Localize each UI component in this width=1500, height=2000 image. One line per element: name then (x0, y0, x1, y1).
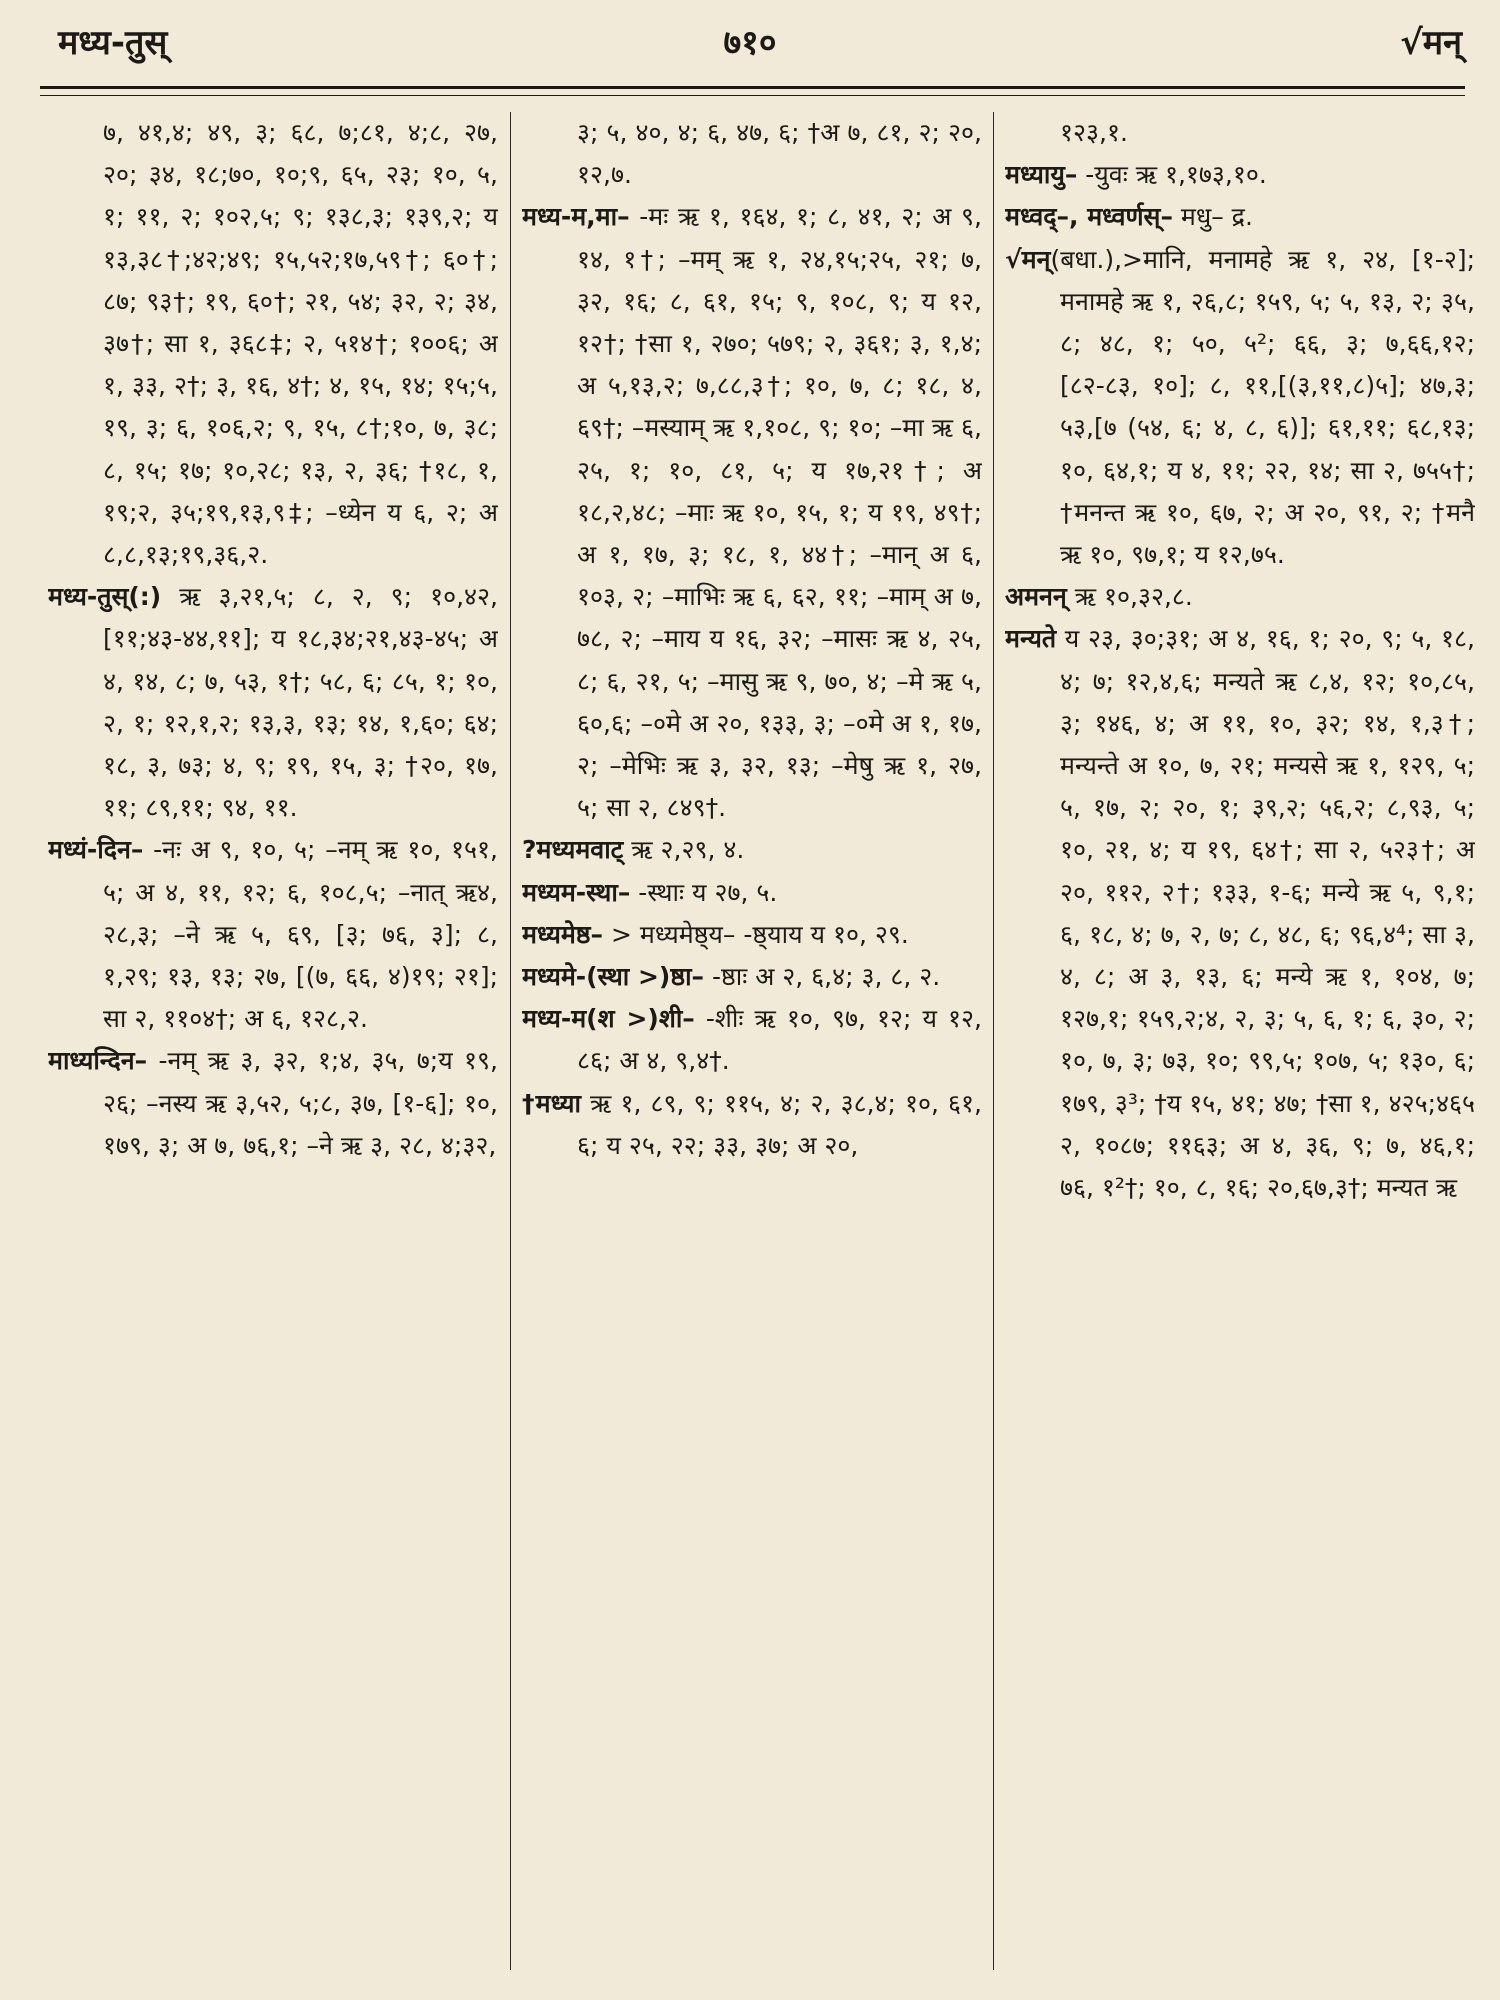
column-3 (1005, 112, 1475, 1982)
entry-citations: ऋ २,२९, ४. (623, 835, 745, 865)
entry-headword: मध्यमे-(स्था >)ष्ठा– (522, 962, 705, 992)
entry-headword: मध्यायु– (1005, 160, 1078, 190)
entry-citations: (बधा.),>मानि, मनामहे ऋ १, २४, [१-२]; मनामहे ऋ १, २६,८; १५९, ५; ५, १३, २; ३५, ८; ४८, १; ५०, ५²; ६६, ३; ७,६६,१२;[८२-८३, १०]; ८, ११,[(३,११,८)५]; ४७,३; ५३,[७ (५४, ६; ४, ८, ६)]; ६१,११; ६८,१३; १०, ६४,१; य ४, ११; २२, १४; सा २, ७५५†; †मनन्त ऋ १०, ६७, २; अ २०, ९१, २; †मनै ऋ १०, ९७,१; य १२,७५. (1050, 244, 1475, 570)
dictionary-entry (522, 956, 982, 998)
column-divider (993, 112, 994, 1970)
entry-citations: -शीः ऋ १०, ९७, १२; य १२, ८६; अ ४, ९,४†. (577, 1004, 982, 1076)
dictionary-entry (48, 1040, 498, 1167)
entry-headword: †मध्या (522, 1088, 581, 1118)
dictionary-entry (522, 1083, 982, 1167)
entry-citations: १२३,१. (1060, 118, 1128, 147)
entry-citations: > मध्यमेष्ठ्य– -ष्ठ्याय य १०, २९. (603, 919, 909, 949)
entry-citations: मधु– द्र. (1172, 202, 1253, 232)
entry-citations: -नः अ ९, १०, ५; –नम् ऋ १०, १५१, ५; अ ४, ११, १२; ६, १०८,५; –नात् ऋ४, २८,३; –ने ऋ ५, ६९, [३; ७६, ३]; ८, १,२९; १३, १३; २७, [(७, ६६, ४)१९; २१]; सा २, ११०४†; अ ६, १२८,२. (103, 835, 498, 1034)
dictionary-entry (1005, 112, 1475, 154)
entry-headword: मध्यं-दिन– (48, 835, 144, 865)
dictionary-entry (522, 872, 982, 914)
entry-citations: ऋ ३,२१,५; ८, २, ९; १०,४२,[११;४३-४४,११]; य १८,३४;२१,४३-४५; अ ४, १४, ८; ७, ५३, १†; ५८, ६; ८५, १; १०, २, १; १२,१,२; १३,३, १३; १४, १,६०; ६४; १८, ३, ७३; ४, ९; १९, १५, ३; †२०, १७, ११; ८९,११; ९४, ११. (103, 582, 498, 823)
entry-citations: -स्थाः य २७, ५. (630, 877, 778, 907)
entry-headword: मध्यमेष्ठ– (522, 919, 604, 949)
entry-citations: -ष्ठाः अ २, ६,४; ३, ८, २. (704, 962, 941, 992)
header-right-catchword: √मन् (1400, 23, 1462, 63)
dictionary-entry (48, 576, 498, 829)
entry-citations: -नम् ऋ ३, ३२, १;४, ३५, ७;य १९, २६; –नस्य ऋ ३,५२, ५;८, ३७, [१-६]; १०, १७९, ३; अ ७, ७६,१; –ने ऋ ३, २८, ४;३२, (103, 1046, 498, 1160)
entry-headword: मन्यते (1005, 624, 1057, 654)
page-number: ७१० (723, 23, 777, 63)
column-2 (522, 112, 982, 1982)
entry-citations: ऋ १०,३२,८. (1066, 582, 1193, 612)
dictionary-entry (522, 829, 982, 871)
column-divider (510, 112, 511, 1970)
entry-citations: ७, ४१,४; ४९, ३; ६८, ७;८१, ४;८, २७, २०; ३४, १८;७०, १०;९, ६५, २३; १०, ५, १; ११, २; १०२,५; ९; १३८,३; १३९,२; य १३,३८†;४२;४९; १५,५२;१७,५९†; ६०†; ८७; ९३†; १९, ६०†; २१, ५४; ३२, २; ३४, ३७†; सा १, ३६८‡; २, ५१४†; १००६; अ १, ३३, २†; ३, १६, ४†; ४, १५, १४; १५;५, १९, ३; ६, १०६,२; ९, १५, ८†;१०, ७, ३८; ८, १५; १७; १०,२८; १३, २, ३६; †१८, १, १९;२, ३५;१९,१३,९‡; –ध्येन य ६, २; अ ८,८,१३;१९,३६,२. (103, 118, 498, 570)
header-rule-thick (40, 86, 1465, 89)
entry-citations: -युवः ऋ १,१७३,१०. (1077, 160, 1267, 190)
entry-headword: मध्य-तुस्(:) (48, 582, 162, 612)
entry-headword: माध्यन्दिन– (48, 1046, 148, 1076)
dictionary-entry (1005, 239, 1475, 577)
dictionary-entry (1005, 154, 1475, 196)
dictionary-entry (522, 112, 982, 196)
dictionary-entry (48, 112, 498, 576)
entry-citations: -मः ऋ १, १६४, १; ८, ४१, २; अ ९, १४, १†; –मम् ऋ १, २४,१५;२५, २१; ७, ३२, १६; ८, ६१, १५; ९, १०८, ९; य १२, १२†; †सा १, २७०; ५७९; २, ३६१; ३, १,४; अ ५,१३,२; ७,८८,३†; १०, ७, ८; १८, ४, ६९†; –मस्याम् ऋ १,१०८, ९; १०; –मा ऋ ६, २५, १; १०, ८१, ५; य १७,२१†; अ १८,२,४८; –माः ऋ १०, १५, १; य १९, ४९†; अ १, १७, ३; १८, १, ४४†; –मान् अ ६, १०३, २; –माभिः ऋ ६, ६२, ११; –माम् अ ७, ७८, २; –माय य १६, ३२; –मासः ऋ ४, २५, ८; ६, २१, ५; –मासु ऋ ९, ७०, ४; –मे ऋ ५, ६०,६; –०मे अ २०, १३३, ३; –०मे अ १, १७, २; –मेभिः ऋ ३, ३२, १३; –मेषु ऋ १, २७, ५; सा २, ८४९†. (577, 202, 982, 823)
entry-headword: √मन् (1005, 244, 1051, 274)
entry-headword: मध्यम-स्था– (522, 877, 631, 907)
dictionary-entry (1005, 576, 1475, 618)
dictionary-entry (1005, 618, 1475, 1209)
dictionary-entry (522, 196, 982, 829)
entry-citations: य २३, ३०;३१; अ ४, १६, १; २०, ९; ५, १८, ४; ७; १२,४,६; मन्यते ऋ ८,४, १२; १०,८५, ३; १४६, ४; अ ११, १०, ३२; १४, १,३†; मन्यन्ते अ १०, ७, २१; मन्यसे ऋ १, १२९, ५; ५, १७, २; २०, १; ३९,२; ५६,२; ८,९३, ५; १०, २१, ४; य १९, ६४†; सा २, ५२३†; अ २०, ११२, २†; १३३, १-६; मन्ये ऋ ५, ९,१; ६, १८, ४; ७, २, ७; ८, ४८, ६; ९६,४⁴; सा ३, ४, ८; अ ३, १३, ६; मन्ये ऋ १, १०४, ७; १२७,१; १५९,२;४, २, ३; ५, ६, १; ६, ३०, २; १०, ७, ३; ७३, १०; ९९,५; १०७, ५; १३०, ६; १७९, ३³; †य १५, ४१; ४७; †सा १, ४२५;४६५ २, १०८७; ११६३; अ ४, ३६, ९; ७, ४६,१; ७६, १²†; १०, ८, १६; २०,६७,३†; मन्यत ऋ (1056, 624, 1475, 1203)
entry-headword: मध्य-म(श >)शी– (522, 1004, 695, 1034)
entry-headword: मध्य-म,मा– (522, 202, 630, 232)
dictionary-entry (522, 998, 982, 1082)
dictionary-entry (1005, 196, 1475, 238)
entry-citations: ३; ५, ४०, ४; ६, ४७, ६; †अ ७, ८१, २; २०, १२,७. (577, 118, 982, 190)
header-rule-thin (40, 95, 1465, 96)
header-left-catchword: मध्य-तुस् (58, 23, 168, 63)
column-1 (48, 112, 498, 1982)
entry-headword: ?मध्यमवाट् (522, 835, 624, 865)
entry-citations: ऋ १, ८९, ९; ११५, ४; २, ३८,४; १०, ६१, ६; य २५, २२; ३३, ३७; अ २०, (577, 1088, 982, 1160)
entry-headword: मध्वद्–, मध्वर्णस्– (1005, 202, 1173, 232)
dictionary-entry (522, 914, 982, 956)
dictionary-entry (48, 829, 498, 1040)
entry-headword: अमनन् (1005, 582, 1067, 612)
